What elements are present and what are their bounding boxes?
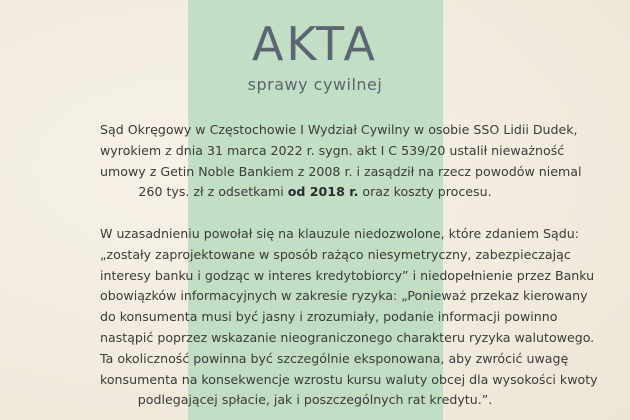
- paragraph-justification: [100, 224, 598, 411]
- text-line: nastąpić poprzez wskazanie nieograniczonego charakteru ryzyka walutowego.: [100, 329, 595, 345]
- text-line: konsumenta na konsekwencje wzrostu kursu waluty obcej dla wysokości kwoty: [100, 371, 598, 387]
- text-line: W uzasadnieniu powołał się na klauzule niedozwolone, które zdaniem Sądu:: [100, 226, 579, 241]
- text-line: „zostały zaprojektowane w sposób rażąco niesymetryczny, zabezpieczając: [100, 246, 571, 262]
- text-line: obowiązków informacyjnych w zakresie ryzyka: „Ponieważ przekaz kierowany: [100, 288, 588, 304]
- text-line: interesy banku i godząc w interes kredytobiorcy” i niedopełnienie przez Banku: [100, 267, 595, 283]
- text-segment: oraz koszty procesu.: [358, 184, 492, 200]
- bold-date: od 2018 r.: [287, 184, 359, 200]
- text-line: Sąd Okręgowy w Częstochowie I Wydział Cywilny w osobie SSO Lidii Dudek,: [100, 122, 578, 137]
- text-line: do konsumenta musi być jasny i zrozumiały, podanie informacji powinno: [100, 309, 558, 325]
- text-line: Ta okoliczność powinna być szczególnie eksponowana, aby zwrócić uwagę: [100, 350, 569, 366]
- page-title: AKTA: [251, 17, 379, 71]
- paragraph-verdict: [100, 120, 582, 203]
- text-line: umowy z Getin Noble Bankiem z 2008 r. i zasądził na rzecz powodów niemal: [100, 163, 582, 179]
- page-subtitle: sprawy cywilnej: [247, 75, 383, 94]
- text-line: [100, 182, 530, 203]
- text-line: wyrokiem z dnia 31 marca 2022 r. sygn. akt I C 539/20 ustalił nieważność: [100, 142, 565, 158]
- text-line: podlegającej spłacie, jak i poszczególnych rat kredytu.”.: [137, 392, 493, 408]
- text-segment: 260 tys. zł z odsetkami: [138, 184, 288, 200]
